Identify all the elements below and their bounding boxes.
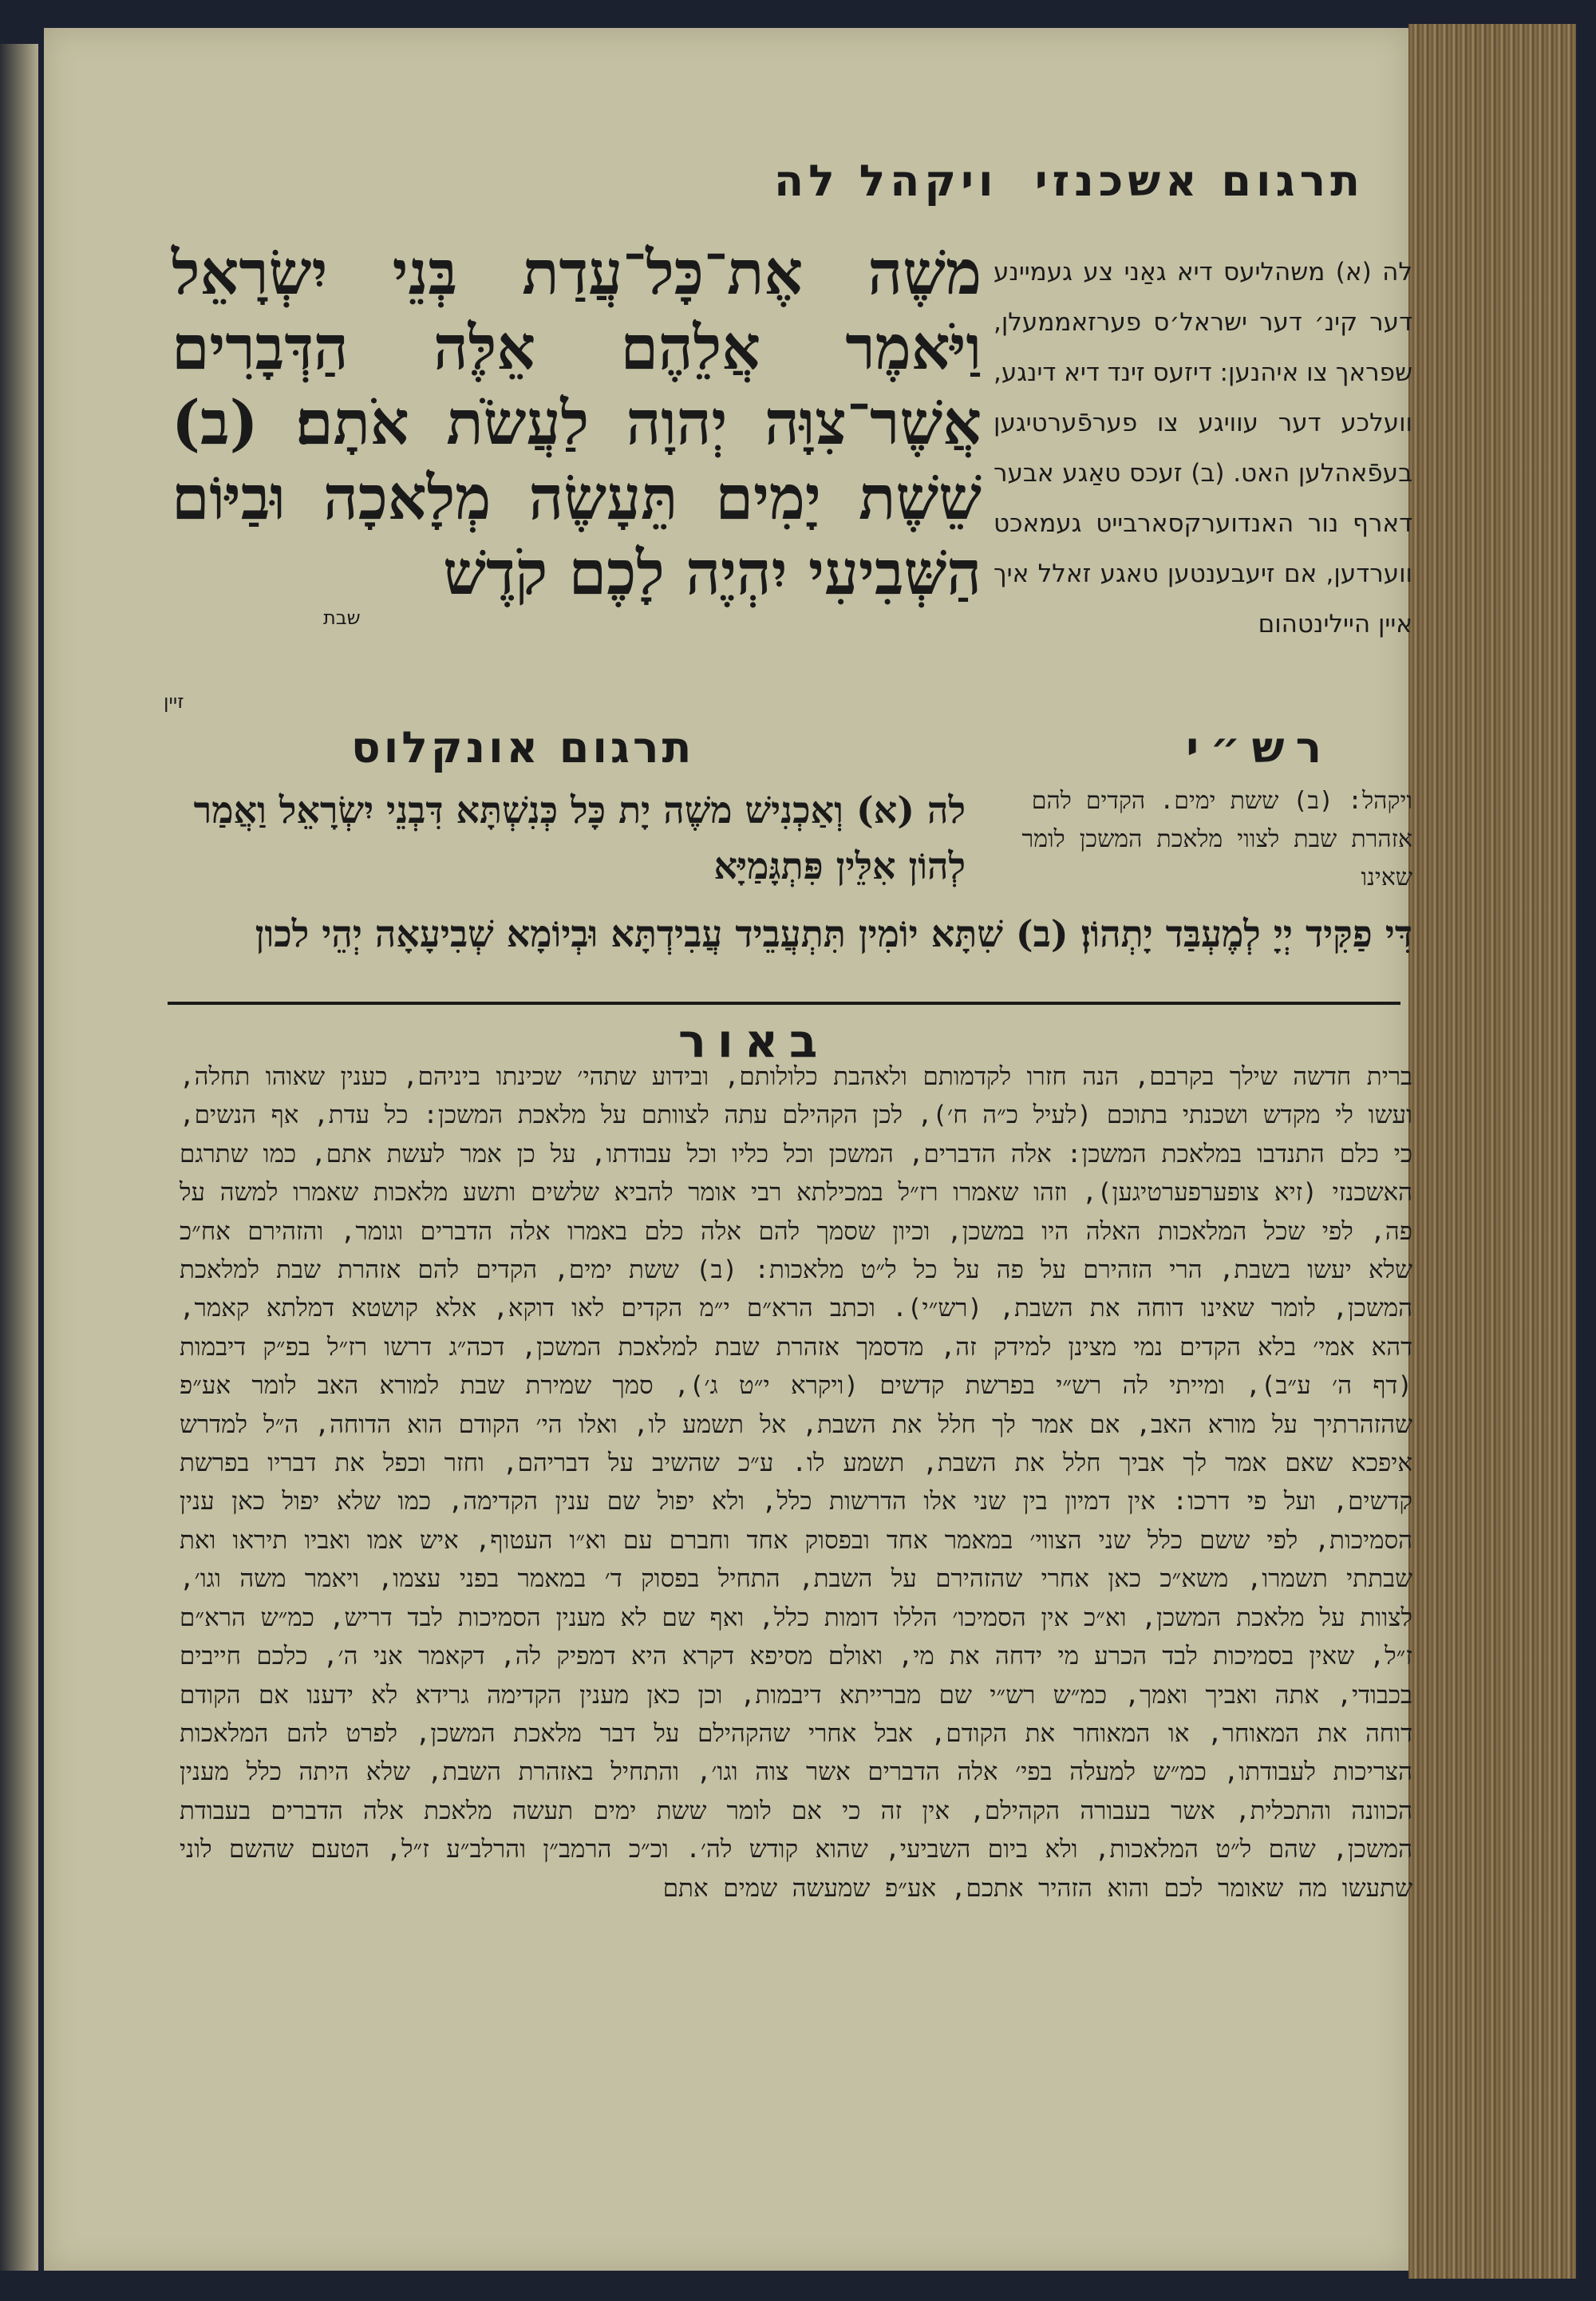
onkelos-text: לה (א) וְאַכְנִישׁ משֶׁה יָת כָּל כְּנִשְׁתָּא דִּבְנֵי יִשְׂרָאֵל וַאֲמַר לְהוֹן אִלֵּין פִּתְגָּמַיָּא <box>193 789 966 888</box>
left-page-edge <box>0 44 38 2271</box>
rashi-text: ויקהל: (ב) ששת ימים. הקדים להם אזהרת שבת לצווי מלאכת המשכן לומר שאינו <box>1021 787 1412 892</box>
page-content <box>120 28 1412 2271</box>
margin-note-shabbat: שבת <box>323 607 361 629</box>
rashi-title: רש״י <box>1186 722 1333 773</box>
ashkenazi-translation: לה (א) משהליעס דיא גאַני צע געמיינע דער קינ׳ דער ישראל׳ס פערזאממעלן, שפראך צו איהנען: דיזעס זינד דיא דינגע, וועלכע דער עוויגע צו פערפֿערטיגען בעפֿאהלען האט. (ב) זעכס טאַגע אבער דארף נור האנדוערקסארבייט געמאכט ווערדען, אם זיעבענטען טאגע זאלל איך איין היילינטהום <box>994 258 1412 639</box>
torah-text: משֶׁה אֶת־כָּל־עֲדַת בְּנֵי יִשְׂרָאֵל וַיֹּאמֶר אֲלֵהֶם אֵלֶּה הַדְּבָרִים אֲשֶׁר־צִוָּה יְהוָה לַעֲשֹׂת אֹתָם׃ (ב) שֵׁשֶׁת יָמִים תֵּעָשֶׂה מְלָאכָה וּבַיּוֹם הַשְּׁבִיעִי יִהְיֶה לָכֶם קֹדֶשׁ <box>172 237 982 608</box>
beur-title: באור <box>678 1014 829 1068</box>
book-page <box>44 28 1412 2271</box>
header-targum-ashkenazi: תרגום אשכנזי <box>1034 156 1365 206</box>
onkelos-text-continued: דִּי פַקִּיד יְיָ לְמֶעְבַּד יָתְהוֹן׃ (ב) שִׁתָּא יוֹמִין תִּתְעֲבֵיד עֲבִידְתָּא וּבְיוֹמָא שְׁבִיעָאָה יְהֵי לכון <box>255 912 1412 955</box>
beur-body: ברית חדשה שילך בקרבם, הנה חזרו לקדמותם ולאהבת כלולותם, ובידוע שתהי׳ שכינתו ביניהם, כענין שאוהו תחלה, ועשו לי מקדש ושכנתי בתוכם (לעיל כ״ה ח׳), לכן הקהילם עתה לצוותם על מלאכת המשכן: כל עדת, אף הנשים, כי כלם התנדבו במלאכת המשכן: אלה הדברים, המשכן וכל כליו וכל עבודתו, על כן אמר לעשת אתם, כמו שתרגם האשכנזי (זיא צופערפערטיגען), וזהו שאמרו רז״ל במכילתא רבי אומר להביא שלשים ותשע מלאכות שאמרו למשה על פה, לפי שכל המלאכות האלה היו במשכן, וכיון שסמך להם אלה כלם באמרו אלה הדברים וגומר, והזהירם אח״כ שלא יעשו בשבת, הרי הזהירם על פה על כל ל״ט מלאכות: (ב) ששת ימים, הקדים להם אזהרת שבת למלאכת המשכן, לומר שאינו דוחה את השבת, (רש״י). וכתב הרא״ם י״מ הקדים לאו דוקא, אלא קושטא דמלתא קאמר, דהא אמי׳ בלא הקדים נמי מצינן למידק זה, מדסמך אזהרת שבת למלאכת המשכן, דכה״ג דרשו רז״ל בפ״ק דיבמות (דף ה׳ ע״ב), ומייתי לה רש״י בפרשת קדשים (ויקרא י״ט ג׳), סמך שמירת שבת למורא האב לומר אע״פ שהזהרתיך על מורא האב, אם אמר לך חלל את השבת, אל תשמע לו, ואלו הי׳ הקודם הוא הדוחה, ה״ל למדרש איפכא שאם אמר לך אביך חלל את השבת, תשמע לו. ע״כ שהשיב על דבריהם, וחזר וכפל את דבריו בפרשת קדשים, ועל פי דרכו: אין דמיון בין שני אלו הדרשות כלל, ולא יפול שם ענין הקדימה, כמו שלא יפול כאן ענין הסמיכות, לפי ששם כלל שני הצווי׳ במאמר אחד ובפסוק אחד וחברם עם וא״ו העטוף, איש אמו ואביו תיראו ואת שבתתי תשמרו, משא״כ כאן אחרי שהזהירם על השבת, התחיל בפסוק ד׳ במאמר בפני עצמו, ויאמר משה וגו׳, לצוות על מלאכת המשכן, וא״כ אין הסמיכו׳ הללו דומות כלל, ואף שם לא מענין הסמיכות לבד דריש, כמ״ש הרא״ם ז״ל, שאין בסמיכות לבד הכרע מי ידחה את מי, ואולם מסיפא דקרא היא דמפיק לה, דקאמר אני ה׳, כלכם חייבים בכבודי, אתה ואביך ואמך, כמ״ש רש״י שם מברייתא דיבמות, וכן כאן מענין הקדימה גרידא לא ידענו אם הקודם דוחה את המאוחר, או המאוחר את הקודם, אבל אחרי שהקהילם על דבר מלאכת המשכן, לפרט להם המלאכות הצריכות לעבודתו, כמ״ש למעלה בפי׳ אלה הדברים אשר צוה וגו׳, והתחיל באזהרת השבת, שלא היתה כלל מענין הכוונה והתכלית, אשר בעבורה הקהילם, אין זה כי אם לומר ששת ימים תעשה מלאכת אלה הדברים בעבודת המשכן, שהם ל״ט המלאכות, ולא ביום השביעי, שהוא קודש לה׳. וכ״כ הרמב״ן והרלב״ע ז״ל, הטעם שהשם לוני שתעשו מה שאומר לכם והוא הזהיר אתכם, אע״פ שמעשה שמים אתם <box>180 1062 1412 1903</box>
margin-note-zayin: זיין <box>164 690 184 713</box>
onkelos-title: תרגום אונקלוס <box>351 722 695 773</box>
header-parasha: ויקהל לה <box>774 156 998 206</box>
section-divider <box>168 1002 1400 1005</box>
page-edges <box>1408 24 1576 2279</box>
